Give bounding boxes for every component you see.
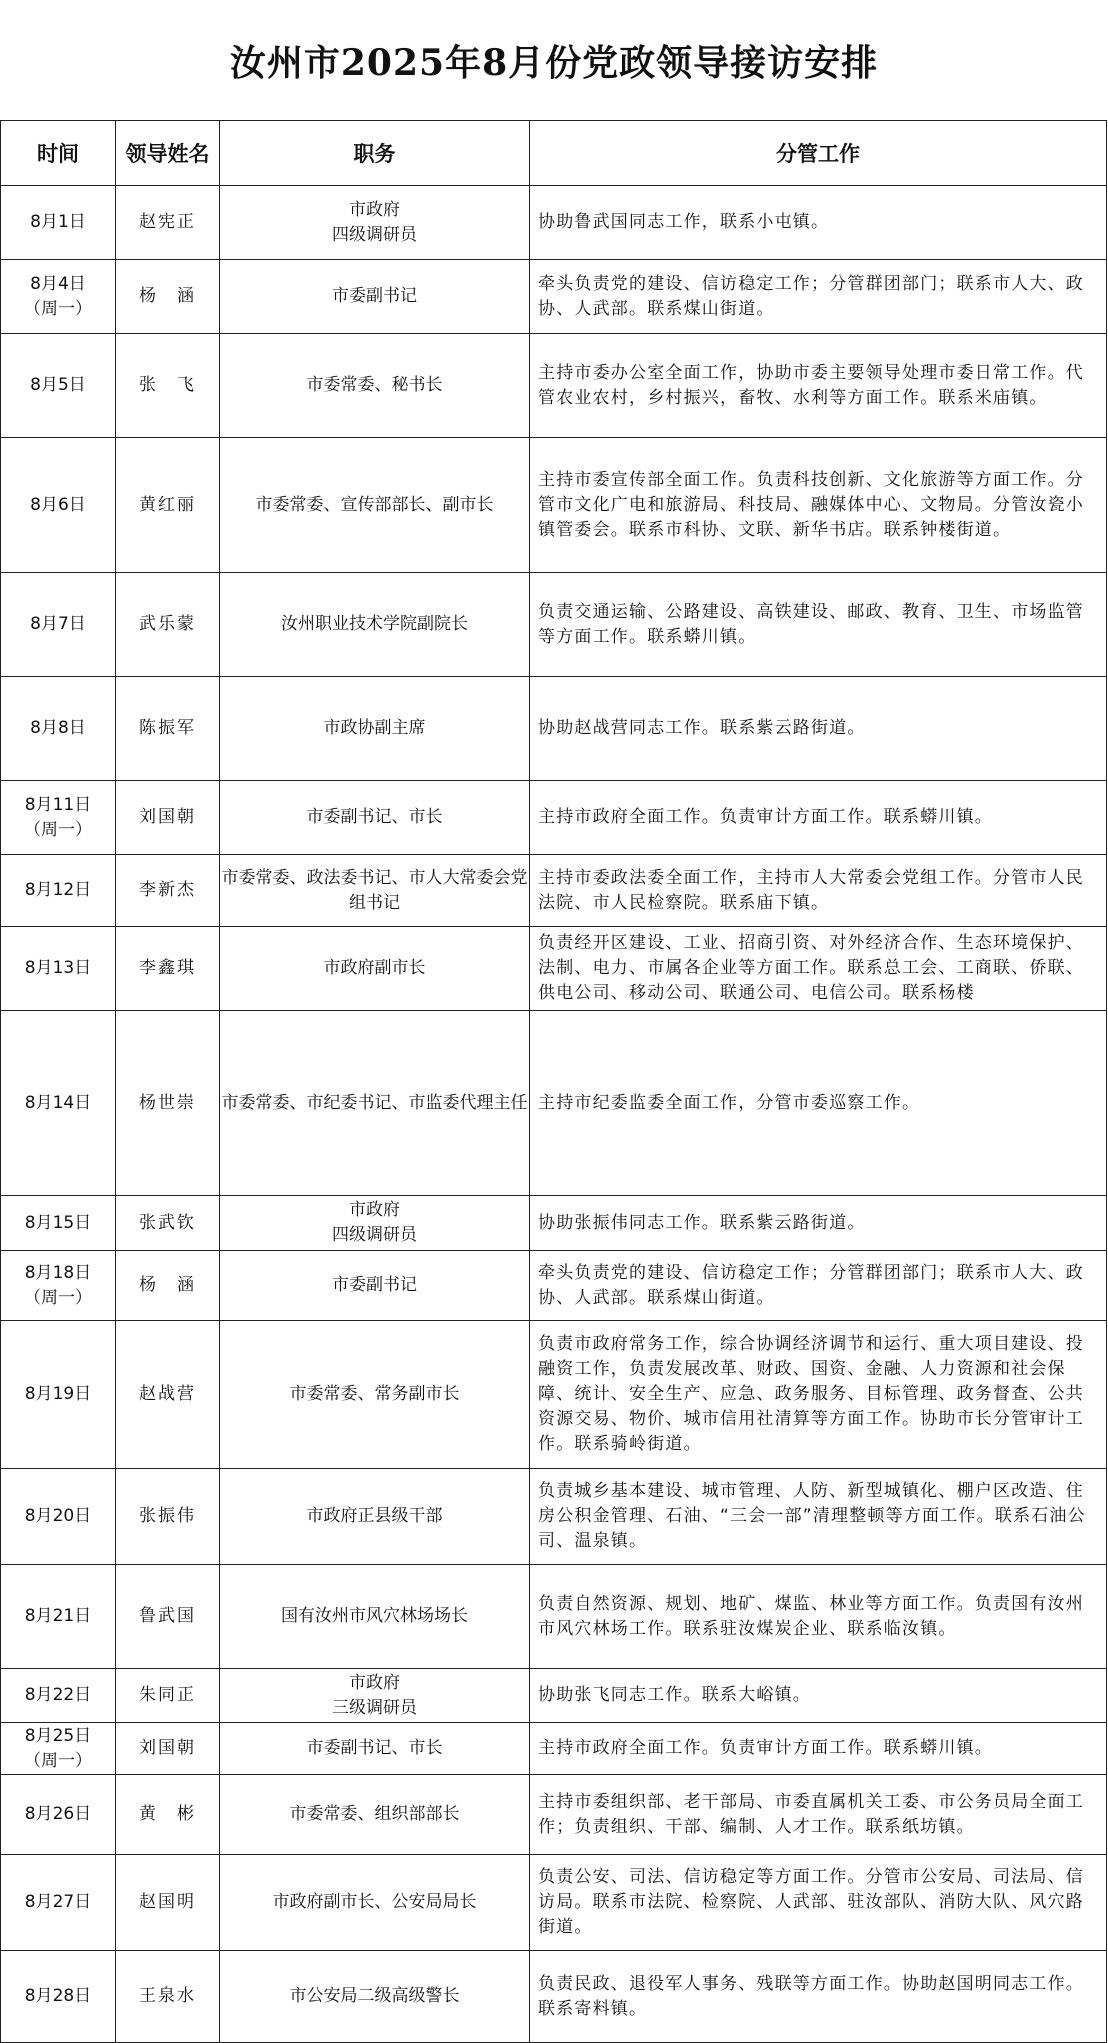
position-cell: 市政府副市长、公安局局长: [220, 1855, 530, 1951]
duties-cell: 负责民政、退役军人事务、残联等方面工作。协助赵国明同志工作。联系寄料镇。: [530, 1951, 1107, 2043]
date: 8月4日: [30, 273, 86, 294]
date-cell: [1, 260, 116, 334]
weekday: （周一）: [24, 819, 92, 840]
position-cell: 市委常委、组织部部长: [220, 1775, 530, 1855]
position-cell: 国有汝州市风穴林场场长: [220, 1565, 530, 1669]
date: 8月21日: [24, 1606, 92, 1626]
position-cell: 市政府正县级干部: [220, 1469, 530, 1565]
table-row: [1, 260, 1107, 334]
date-cell: [1, 1723, 116, 1775]
table-row: [1, 438, 1107, 573]
date: 8月8日: [30, 718, 86, 738]
date: 8月15日: [24, 1212, 92, 1233]
duties-cell: 协助鲁武国同志工作，联系小屯镇。: [530, 186, 1107, 260]
date-cell: [1, 1251, 116, 1321]
date: 8月6日: [30, 494, 86, 515]
position-cell: 市政府 四级调研员: [220, 186, 530, 260]
duties-cell: 协助赵战营同志工作。联系紫云路街道。: [530, 677, 1107, 781]
table-row: [1, 1469, 1107, 1565]
date-cell: [1, 1469, 116, 1565]
position-cell: 市政协副主席: [220, 677, 530, 781]
leader-name: 陈振军: [116, 677, 220, 781]
leader-name: 赵宪正: [116, 186, 220, 260]
table-row: [1, 1321, 1107, 1469]
table-row: [1, 573, 1107, 677]
duties-cell: 负责公安、司法、信访稳定等方面工作。分管市公安局、司法局、信访局。联系市法院、检察院、人武部、驻汝部队、消防大队、风穴路街道。: [530, 1855, 1107, 1951]
date: 8月25日: [24, 1725, 92, 1746]
duties-cell: 主持市政府全面工作。负责审计方面工作。联系蟒川镇。: [530, 781, 1107, 855]
leader-name: 刘国朝: [116, 1723, 220, 1775]
leader-name: 张振伟: [116, 1469, 220, 1565]
table-row: [1, 677, 1107, 781]
date: 8月7日: [30, 614, 86, 634]
position-cell: 市委常委、秘书长: [220, 334, 530, 438]
date: 8月1日: [30, 212, 86, 232]
date-cell: [1, 334, 116, 438]
duties-cell: 牵头负责党的建设、信访稳定工作；分管群团部门；联系市人大、政协、人武部。联系煤山街道。: [530, 1251, 1107, 1321]
leader-name: 黄 彬: [116, 1775, 220, 1855]
date: 8月14日: [24, 1092, 92, 1113]
position-cell: 市委常委、常务副市长: [220, 1321, 530, 1469]
position-cell: 市公安局二级高级警长: [220, 1951, 530, 2043]
header-duties: 分管工作: [530, 121, 1107, 186]
header-row: [1, 121, 1107, 186]
leader-name: 武乐蒙: [116, 573, 220, 677]
position-cell: 市委常委、宣传部部长、副市长: [220, 438, 530, 573]
table-row: [1, 186, 1107, 260]
date: 8月19日: [24, 1384, 92, 1404]
leader-name: 赵战营: [116, 1321, 220, 1469]
date-cell: [1, 186, 116, 260]
position-cell: 市委副书记: [220, 260, 530, 334]
leader-name: 鲁武国: [116, 1565, 220, 1669]
leader-name: 杨 涵: [116, 260, 220, 334]
duties-cell: 协助张振伟同志工作。联系紫云路街道。: [530, 1196, 1107, 1251]
date-cell: [1, 927, 116, 1011]
leader-name: 王泉水: [116, 1951, 220, 2043]
position-cell: 市政府 三级调研员: [220, 1669, 530, 1723]
date-cell: [1, 1855, 116, 1951]
date-cell: [1, 1321, 116, 1469]
date-cell: [1, 781, 116, 855]
header-date: 时间: [1, 121, 116, 186]
date-cell: [1, 855, 116, 927]
table-row: [1, 927, 1107, 1011]
position-cell: 市政府 四级调研员: [220, 1196, 530, 1251]
duties-cell: 主持市委办公室全面工作，协助市委主要领导处理市委日常工作。代管农业农村，乡村振兴，畜牧、水利等方面工作。联系米庙镇。: [530, 334, 1107, 438]
date-cell: [1, 1196, 116, 1251]
duties-cell: 主持市委组织部、老干部局、市委直属机关工委、市公务员局全面工作；负责组织、干部、编制、人才工作。联系纸坊镇。: [530, 1775, 1107, 1855]
leader-name: 张 飞: [116, 334, 220, 438]
date: 8月27日: [24, 1892, 92, 1912]
date: 8月5日: [30, 375, 86, 395]
leader-name: 杨 涵: [116, 1251, 220, 1321]
table-row: [1, 781, 1107, 855]
position-cell: 市政府副市长: [220, 927, 530, 1011]
table-row: [1, 855, 1107, 927]
position-cell: 汝州职业技术学院副院长: [220, 573, 530, 677]
table-row: [1, 1855, 1107, 1951]
table-row: [1, 1723, 1107, 1775]
table-row: [1, 334, 1107, 438]
schedule-table: [0, 120, 1107, 2043]
date: 8月20日: [24, 1506, 92, 1526]
leader-name: 黄红丽: [116, 438, 220, 573]
duties-cell: 牵头负责党的建设、信访稳定工作；分管群团部门；联系市人大、政协、人武部。联系煤山街道。: [530, 260, 1107, 334]
table-row: [1, 1251, 1107, 1321]
duties-cell: 负责交通运输、公路建设、高铁建设、邮政、教育、卫生、市场监管等方面工作。联系蟒川镇。: [530, 573, 1107, 677]
date-cell: [1, 438, 116, 573]
date-cell: [1, 1565, 116, 1669]
duties-cell: 负责城乡基本建设、城市管理、人防、新型城镇化、棚户区改造、住房公积金管理、石油、“三会一部”清理整顿等方面工作。联系石油公司、温泉镇。: [530, 1469, 1107, 1565]
position-cell: 市委常委、政法委书记、市人大常委会党组书记: [220, 855, 530, 927]
date: 8月28日: [24, 1986, 92, 2006]
weekday: （周一）: [24, 1750, 92, 1771]
date-cell: [1, 1775, 116, 1855]
duties-cell: 负责自然资源、规划、地矿、煤监、林业等方面工作。负责国有汝州市风穴林场工作。联系驻汝煤炭企业、联系临汝镇。: [530, 1565, 1107, 1669]
header-position: 职务: [220, 121, 530, 186]
page-title: 汝州市2025年8月份党政领导接访安排: [0, 0, 1108, 121]
weekday: （周一）: [24, 1287, 92, 1308]
date: 8月18日: [24, 1262, 92, 1283]
date: 8月26日: [24, 1804, 92, 1824]
leader-name: 朱同正: [116, 1669, 220, 1723]
position-cell: 市委副书记、市长: [220, 1723, 530, 1775]
table-row: [1, 1565, 1107, 1669]
date-cell: [1, 573, 116, 677]
leader-name: 李鑫琪: [116, 927, 220, 1011]
duties-cell: 协助张飞同志工作。联系大峪镇。: [530, 1669, 1107, 1723]
duties-cell: 主持市委政法委全面工作，主持市人大常委会党组工作。分管市人民法院、市人民检察院。联系庙下镇。: [530, 855, 1107, 927]
date: 8月12日: [24, 880, 92, 900]
date: 8月13日: [24, 958, 92, 978]
duties-cell: 主持市政府全面工作。负责审计方面工作。联系蟒川镇。: [530, 1723, 1107, 1775]
leader-name: 刘国朝: [116, 781, 220, 855]
table-row: [1, 1775, 1107, 1855]
duties-cell: 负责市政府常务工作，综合协调经济调节和运行、重大项目建设、投融资工作，负责发展改革、财政、国资、金融、人力资源和社会保障、统计、安全生产、应急、政务服务、目标管理、政务督查、公共资源交易、物价、城市信用社清算等方面工作。协助市长分管审计工作。联系骑岭街道。: [530, 1321, 1107, 1469]
header-name: 领导姓名: [116, 121, 220, 186]
leader-name: 张武钦: [116, 1196, 220, 1251]
table-row: [1, 1011, 1107, 1196]
table-row: [1, 1196, 1107, 1251]
position-cell: 市委副书记、市长: [220, 781, 530, 855]
leader-name: 杨世崇: [116, 1011, 220, 1196]
leader-name: 李新杰: [116, 855, 220, 927]
date: 8月11日: [24, 794, 92, 815]
weekday: （周一）: [24, 298, 92, 319]
duties-cell: 主持市委宣传部全面工作。负责科技创新、文化旅游等方面工作。分管市文化广电和旅游局、科技局、融媒体中心、文物局。分管汝瓷小镇管委会。联系市科协、文联、新华书店。联系钟楼街道。: [530, 438, 1107, 573]
table-row: [1, 1669, 1107, 1723]
date-cell: [1, 1669, 116, 1723]
leader-name: 赵国明: [116, 1855, 220, 1951]
position-cell: 市委副书记: [220, 1251, 530, 1321]
date-cell: [1, 1011, 116, 1196]
duties-cell: 主持市纪委监委全面工作，分管市委巡察工作。: [530, 1011, 1107, 1196]
duties-cell: 负责经开区建设、工业、招商引资、对外经济合作、生态环境保护、法制、电力、市属各企业等方面工作。联系总工会、工商联、侨联、供电公司、移动公司、联通公司、电信公司。联系杨楼: [530, 927, 1107, 1011]
date-cell: [1, 677, 116, 781]
date: 8月22日: [24, 1685, 92, 1705]
position-cell: 市委常委、市纪委书记、市监委代理主任: [220, 1011, 530, 1196]
